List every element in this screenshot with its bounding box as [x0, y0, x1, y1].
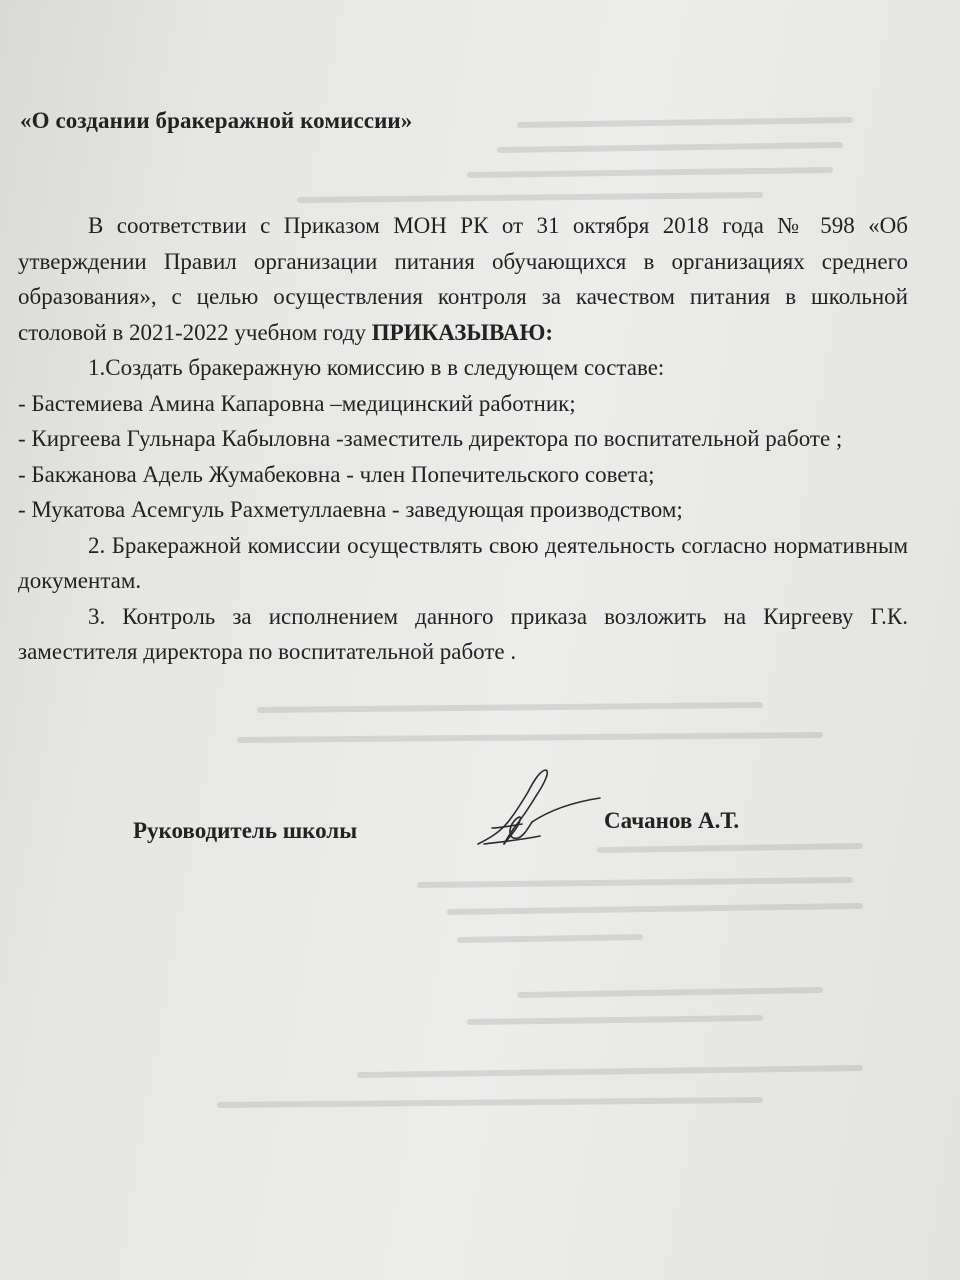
- document-body: [18, 208, 908, 670]
- member-item: - Киргеева Гульнара Кабыловна -заместитель директора по воспитательной работе ;: [18, 426, 843, 451]
- signatory-position: Руководитель школы: [133, 818, 358, 843]
- point-2: 2. Бракеражной комиссии осуществлять свою деятельность согласно нормативным документам.: [18, 532, 908, 593]
- member-item: - Мукатова Асемгуль Рахметуллаевна - заведующая производством;: [18, 497, 683, 522]
- handwritten-signature: [470, 762, 610, 852]
- member-item: - Бакжанова Адель Жумабековна - член Попечительского совета;: [18, 461, 655, 487]
- signatory-name: Сачанов А.Т.: [604, 808, 740, 833]
- member-item: - Бастемиева Амина Капаровна –медицинский работник;: [18, 390, 576, 416]
- intro-paragraph: [18, 208, 908, 350]
- point-3: 3. Контроль за исполнением данного приказа возложить на Киргееву Г.К. заместителя директора по воспитательной работе .: [18, 603, 908, 664]
- document-title: «О создании бракеражной комиссии»: [20, 108, 413, 133]
- point-1: 1.Создать бракеражную комиссию в в следующем составе:: [88, 355, 665, 380]
- intro-text: В соответствии с Приказом МОН РК от 31 октября 2018 года № 598 «Об утверждении Правил организации питания обучающихся в организациях среднего образования», с целью осуществления контроля за качеством питания в школьной столовой в 2021-2022 учебном году: [18, 213, 908, 345]
- signature-block: [0, 780, 960, 880]
- order-keyword: ПРИКАЗЫВАЮ:: [371, 319, 554, 345]
